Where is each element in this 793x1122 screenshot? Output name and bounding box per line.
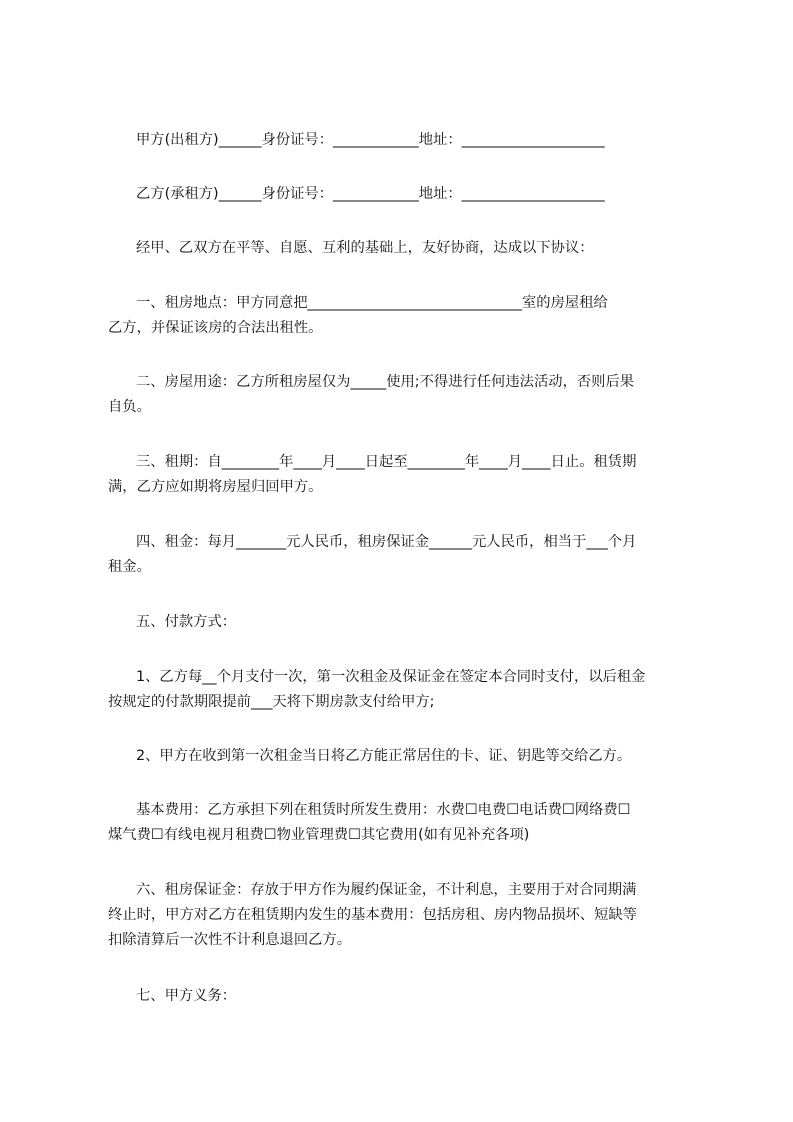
clause-6-line-2: 终止时，甲方对乙方在租赁期内发生的基本费用：包括房租、房内物品损坏、短缺等 <box>108 907 637 923</box>
clause-1-line-1: 一、租房地点：甲方同意把______________________________室的房屋租给 <box>136 295 608 311</box>
party-a-line: 甲方(出租方)______身份证号：____________地址：____________________ <box>136 132 605 148</box>
payment-item-1-line-1: 1、乙方每__个月支付一次，第一次租金及保证金在签定本合同时支付，以后租金 <box>136 669 646 685</box>
clause-1-line-2: 乙方，并保证该房的合法出租性。 <box>108 320 323 336</box>
party-b-line: 乙方(承租方)______身份证号：____________地址：____________________ <box>136 186 605 202</box>
payment-item-2: 2、甲方在收到第一次租金当日将乙方能正常居住的卡、证、钥匙等交给乙方。 <box>136 748 632 764</box>
basic-fees-line-2: 煤气费☐有线电视月租费☐物业管理费☐其它费用(如有见补充各项) <box>108 827 530 843</box>
clause-3-line-2: 满，乙方应如期将房屋归回甲方。 <box>108 479 323 495</box>
clause-6-line-3: 扣除清算后一次性不计利息退回乙方。 <box>108 932 352 948</box>
basic-fees-line-1: 基本费用：乙方承担下列在租赁时所发生费用：水费☐电费☐电话费☐网络费☐ <box>136 802 631 818</box>
clause-4-line-2: 租金。 <box>108 559 151 575</box>
clause-2-line-1: 二、房屋用途：乙方所租房屋仅为_____使用;不得进行任何违法活动，否则后果 <box>136 374 635 390</box>
payment-item-1-line-2: 按规定的付款期限提前___天将下期房款支付给甲方; <box>108 694 435 710</box>
clause-5-heading: 五、付款方式： <box>136 614 237 630</box>
clause-4-line-1: 四、租金：每月_______元人民币，租房保证金______元人民币，相当于___个月 <box>136 534 637 550</box>
clause-7-heading: 七、甲方义务： <box>136 988 237 1004</box>
clause-2-line-2: 自负。 <box>108 399 151 415</box>
clause-3-line-1: 三、租期：自________年____月____日起至________年____月____日止。租赁期 <box>136 454 637 470</box>
clause-6-line-1: 六、租房保证金：存放于甲方作为履约保证金，不计利息，主要用于对合同期满 <box>136 882 637 898</box>
agreement-intro: 经甲、乙双方在平等、自愿、互利的基础上，友好协商，达成以下协议： <box>136 240 594 256</box>
